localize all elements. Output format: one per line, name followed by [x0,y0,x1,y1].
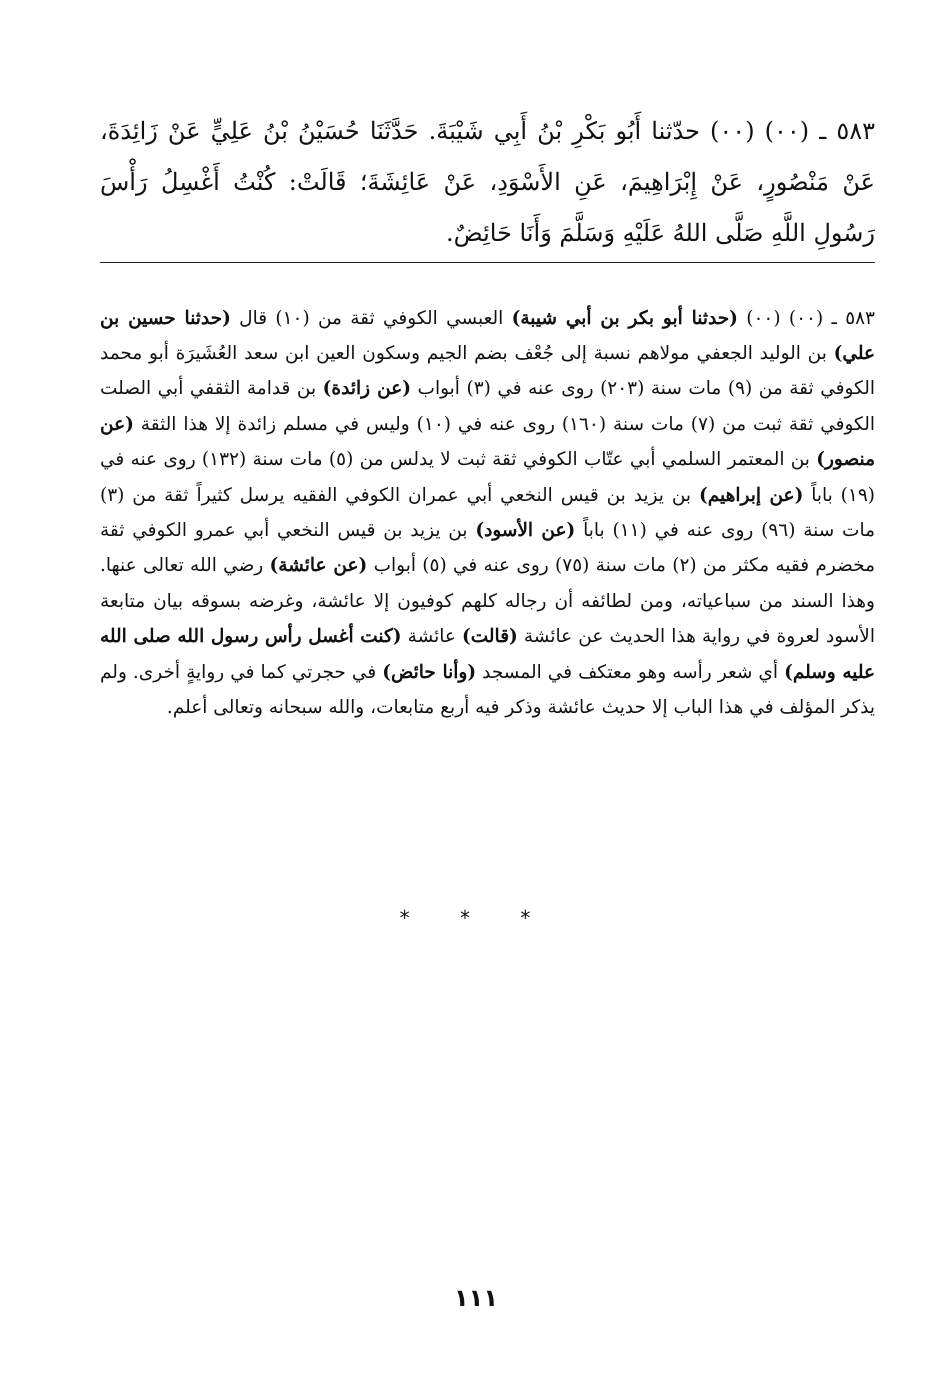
narrator-aswad: (عن الأسود) [475,519,576,541]
narrator-abu-bakr: (حدثنا أبو بكر بن أبي شيبة) [511,307,738,329]
footnote-divider [100,262,875,263]
section-separator-stars: * * * [399,906,553,930]
commentary-segment: بن قدامة الثقفي أبي الصلت الكوفي ثقة ثبت من (٧) مات سنة (١٦٠) روى عنه في (١٠) وليس في مسلم زائدة إلا هذا الثقة [100,378,876,435]
commentary-segment: العبسي الكوفي ثقة من (١٠) قال [230,307,512,329]
quote-hadith-matn: (كنت أغسل رأس رسول الله صلى الله عليه وسلم) [100,626,875,683]
commentary-segment: عائشة [401,626,462,648]
narrator-ibrahim: (عن إبراهيم) [698,484,804,506]
commentary-segment: في حجرتي كما في روايةٍ أخرى. ولم يذكر المؤلف في هذا الباب إلا حديث عائشة وذكر فيه أربع متابعات، والله سبحانه وتعالى أعلم. [100,661,875,718]
commentary-segment: رضي الله تعالى عنها. وهذا السند من سباعياته، ومن لطائفه أن رجاله كلهم كوفيون إلا عائشة، وغرضه بسوقه بيان متابعة الأسود لعروة في رواية هذا الحديث عن عائشة [100,555,875,648]
commentary-number: ٥٨٣ ـ (٠٠) (٠٠) [746,307,875,329]
commentary-text [100,301,875,726]
commentary-segment: بن الوليد الجعفي مولاهم نسبة إلى جُعْف بضم الجيم وسكون العين ابن سعد العُشَيرَة أبو محمد الكوفي ثقة من (٩) مات سنة (٢٠٣) روى عنه في (٣) أبواب [100,342,876,400]
commentary-segment: بن يزيد بن قيس النخعي أبي عمرو الكوفي ثقة مخضرم فقيه مكثر من (٢) مات سنة (٧٥) روى عنه في (٥) أبواب [100,519,875,577]
narrator-husayn: (حدثنا حسين بن علي) [100,307,875,364]
narrator-zaida: (عن زائدة) [322,378,412,400]
commentary-segment: بن المعتمر السلمي أبي عتّاب الكوفي ثقة ثبت لا يدلس من (٥) مات سنة (١٣٢) روى عنه في (١٩) باباً [100,449,875,506]
page-number: ١١١ [454,1284,498,1312]
quote-ana-haid: (وأنا حائض) [382,661,477,683]
narrator-aisha: (عن عائشة) [269,555,368,577]
narrator-mansur: (عن منصور) [100,413,875,471]
commentary-segment: أي شعر رأسه وهو معتكف في المسجد [476,661,785,683]
quote-qalat: (قالت) [462,626,518,648]
commentary-segment: بن يزيد بن قيس النخعي أبي عمران الكوفي الفقيه يرسل كثيراً ثقة من (٣) مات سنة (٩٦) روى عنه في (١١) باباً [100,484,876,541]
hadith-text: ٥٨٣ ـ (٠٠) (٠٠) حدّثنا أَبُو بَكْرِ بْنُ أَبِي شَيْبَةَ. حَدَّثَنَا حُسَيْنُ بْنُ عَلِيٍّ عَنْ زَائِدَةَ، عَنْ مَنْصُورٍ، عَنْ إِبْرَاهِيمَ، عَنِ الأَسْوَدِ، عَنْ عَائِشَةَ؛ قَالَتْ: كُنْتُ أَغْسِلُ رَأْسَ رَسُولِ اللَّهِ صَلَّى اللهُ عَلَيْهِ وَسَلَّمَ وَأَنَا حَائِضٌ. [100,117,876,247]
